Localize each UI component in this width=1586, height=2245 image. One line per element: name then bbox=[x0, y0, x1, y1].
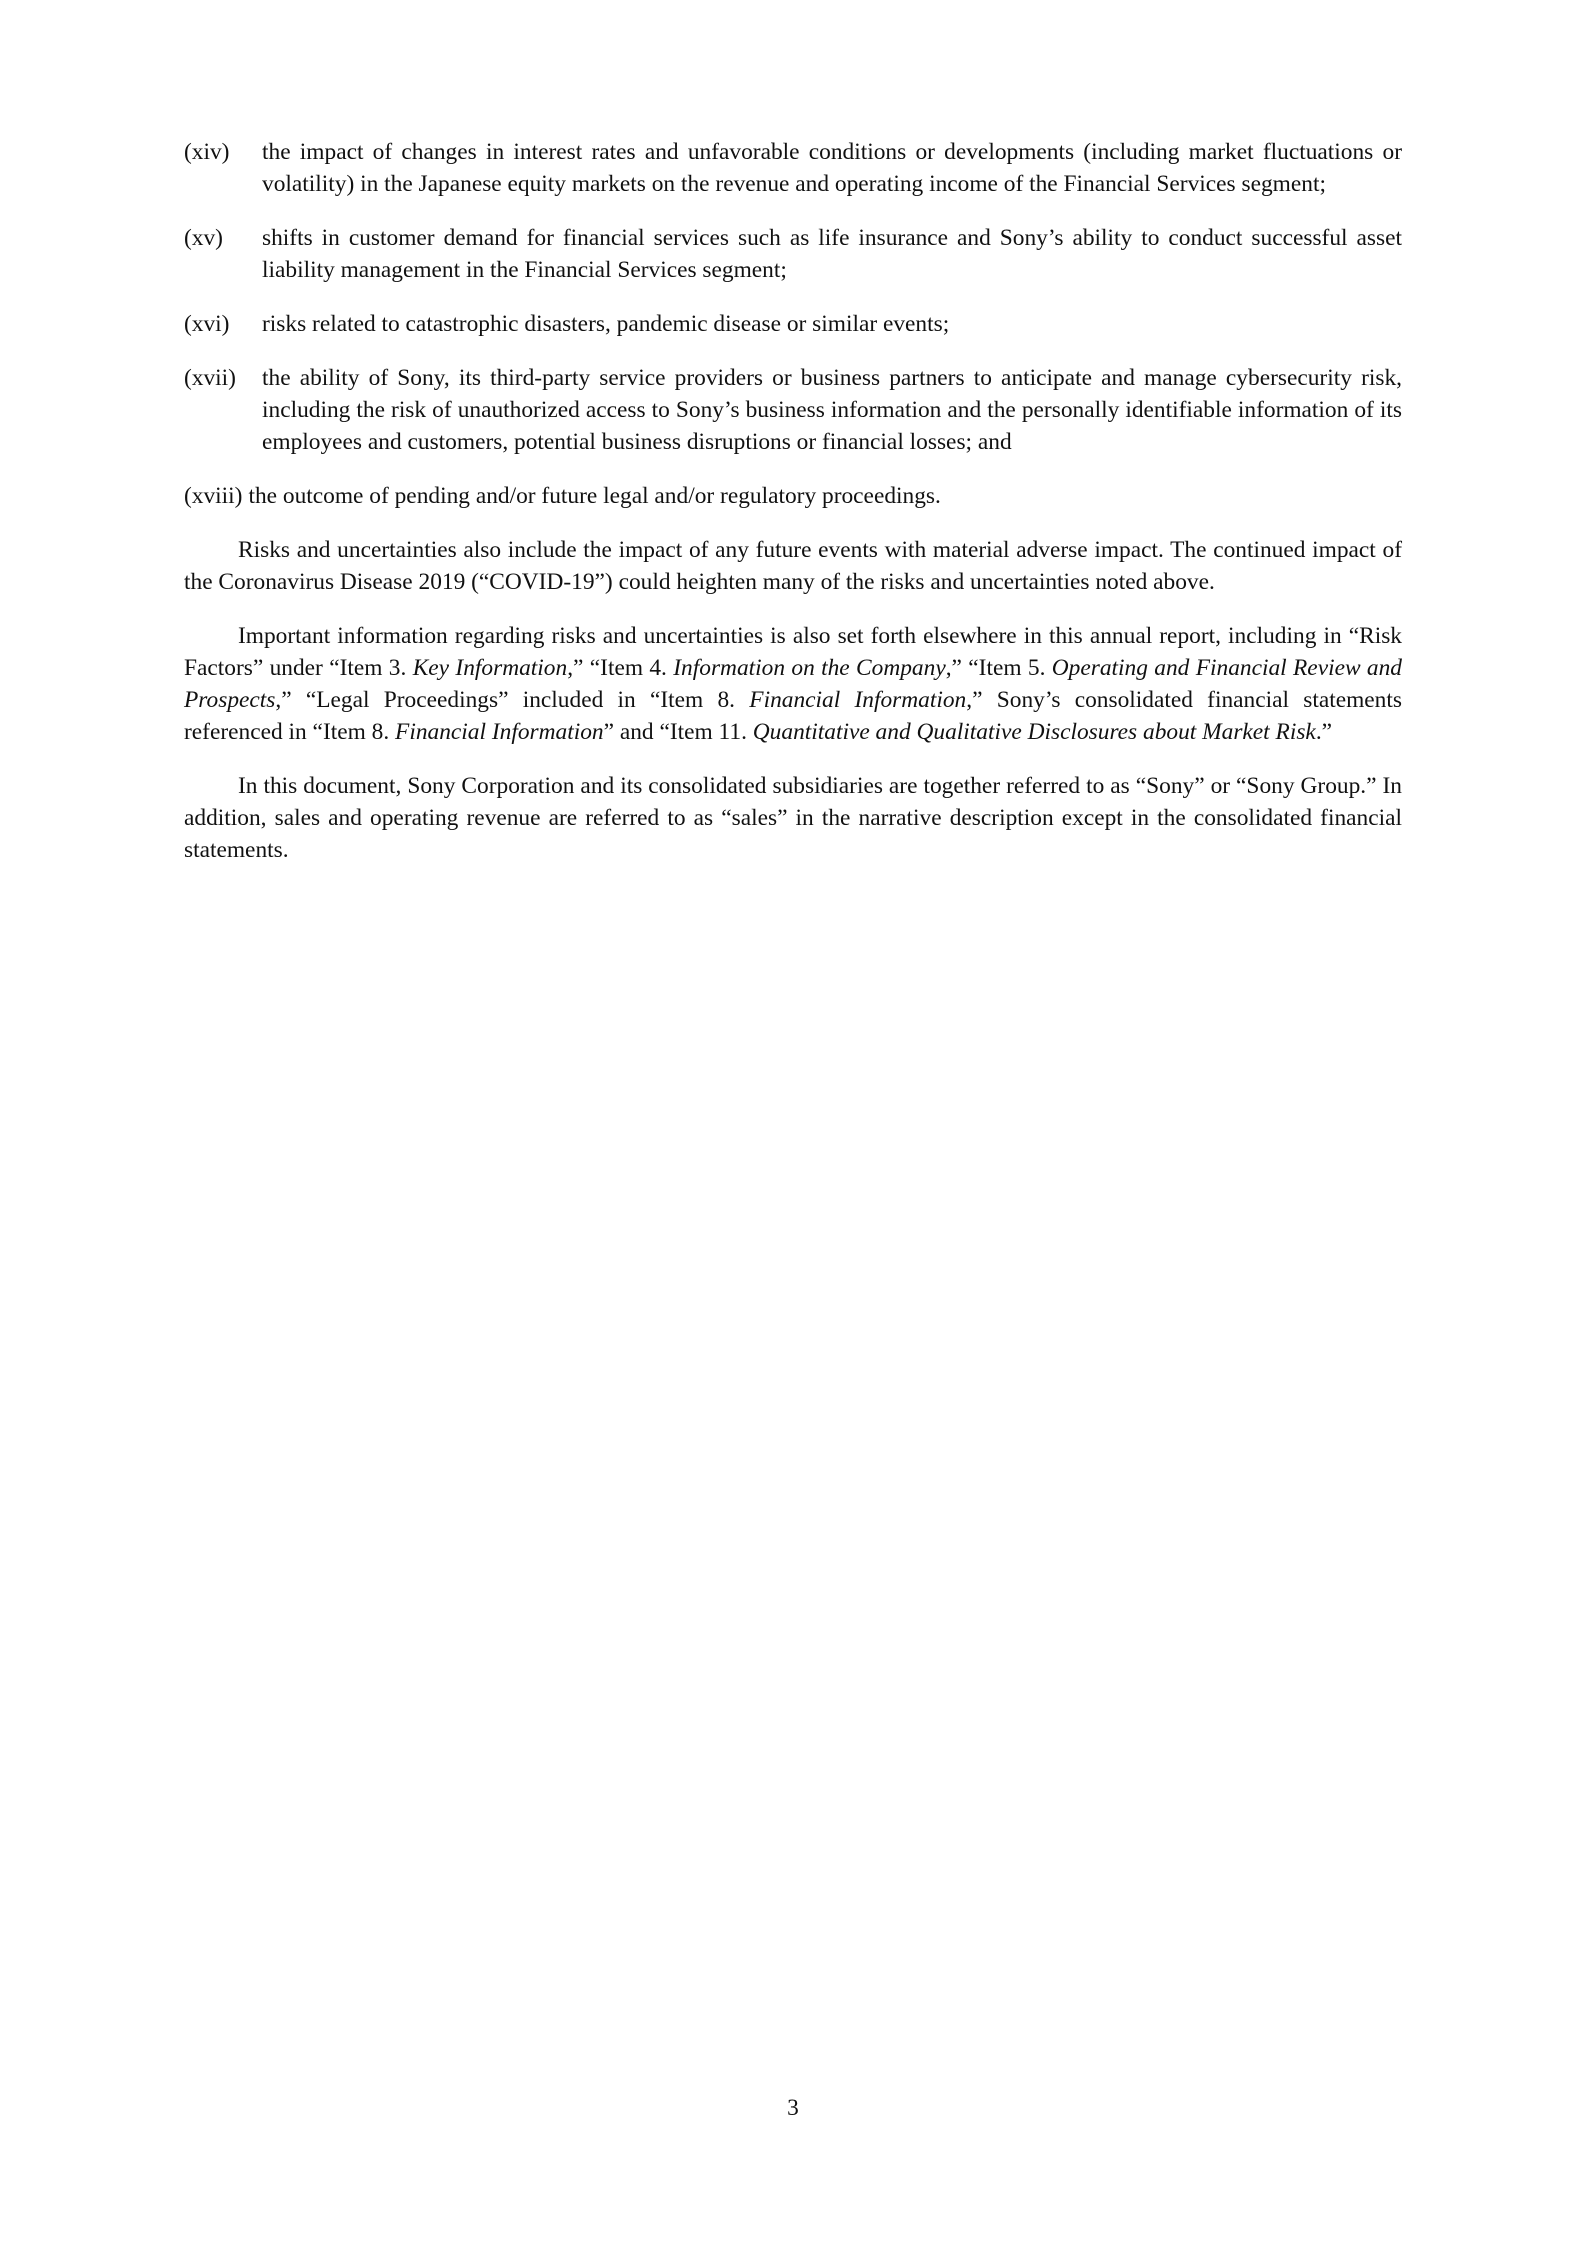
list-item-xv bbox=[184, 222, 1402, 286]
italic-reference: Quantitative and Qualitative Disclosures about Market Risk bbox=[752, 719, 1316, 745]
list-marker: (xvi) bbox=[184, 311, 230, 337]
text-run: ” and “Item 11. bbox=[603, 719, 753, 745]
text-run: .” bbox=[1315, 719, 1333, 745]
text-run: ,” “Legal Proceedings” included in “Item 8. bbox=[275, 687, 750, 713]
paragraph-important-information bbox=[184, 620, 1402, 748]
list-item-xviii bbox=[184, 480, 1402, 512]
list-item-xvi bbox=[184, 308, 1402, 340]
italic-reference: Information on the Company bbox=[673, 655, 946, 681]
list-text: the impact of changes in interest rates and unfavorable conditions or developments (including market fluctuations or volatility) in the Japanese equity markets on the revenue and operating income of the Financial Services segment; bbox=[262, 139, 1402, 197]
paragraph-definitions: In this document, Sony Corporation and its consolidated subsidiaries are together referred to as “Sony” or “Sony Group.” In addition, sales and operating revenue are referred to as “sales” in the narrative description except in the consolidated financial statements. bbox=[184, 773, 1402, 863]
italic-reference: Operating and Financial Review and Prospects bbox=[184, 655, 1402, 713]
list-text: the ability of Sony, its third-party service providers or business partners to anticipate and manage cybersecurity risk, including the risk of unauthorized access to Sony’s business information and the personally identifiable information of its employees and customers, potential business disruptions or financial losses; and bbox=[262, 365, 1402, 455]
text-run: ,” “Item 5. bbox=[945, 655, 1052, 681]
list-item-xiv bbox=[184, 136, 1402, 200]
paragraph-risks-covid: Risks and uncertainties also include the impact of any future events with material adverse impact. The continued impact of the Coronavirus Disease 2019 (“COVID-19”) could heighten many of the risks and uncertainties noted above. bbox=[184, 537, 1402, 595]
list-marker: (xv) bbox=[184, 225, 223, 251]
list-marker: (xviii) bbox=[184, 483, 243, 509]
list-marker: (xvii) bbox=[184, 365, 236, 391]
document-body bbox=[184, 136, 1402, 888]
text-run: ,” Sony’s consolidated financial statements referenced in “Item 8. bbox=[184, 687, 1402, 745]
italic-reference: Key Information bbox=[412, 655, 568, 681]
italic-reference: Financial Information bbox=[749, 687, 967, 713]
list-text: shifts in customer demand for financial services such as life insurance and Sony’s ability to conduct successful asset liability management in the Financial Services segment; bbox=[262, 225, 1402, 283]
italic-reference: Financial Information bbox=[395, 719, 604, 745]
list-text: risks related to catastrophic disasters, pandemic disease or similar events; bbox=[262, 311, 950, 337]
page-number: 3 bbox=[787, 2095, 799, 2121]
text-run: Important information regarding risks and uncertainties is also set forth elsewhere in this annual report, including in “Risk Factors” under “Item 3. bbox=[184, 623, 1402, 681]
list-marker: (xiv) bbox=[184, 139, 230, 165]
list-item-xvii bbox=[184, 362, 1402, 458]
text-run: ,” “Item 4. bbox=[567, 655, 674, 681]
list-text: the outcome of pending and/or future legal and/or regulatory proceedings. bbox=[248, 483, 941, 509]
